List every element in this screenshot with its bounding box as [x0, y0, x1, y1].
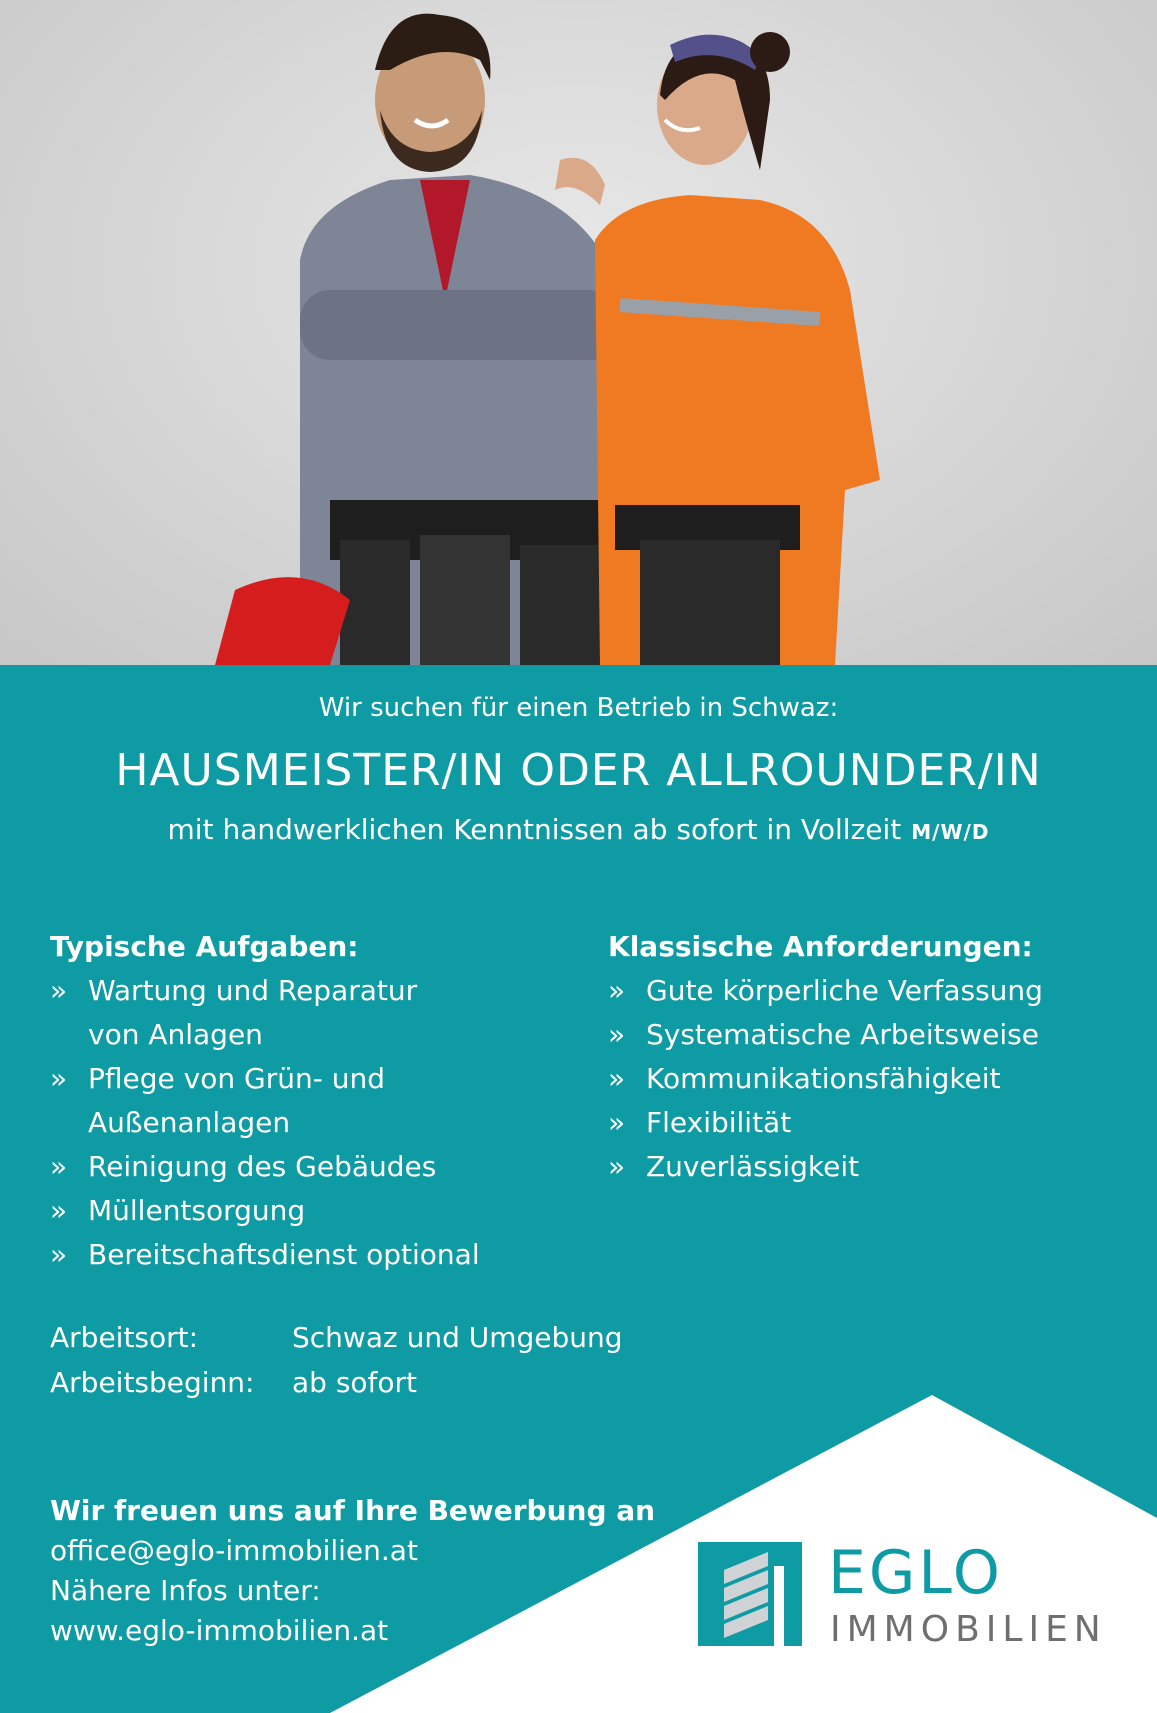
- bullet-icon: »: [608, 974, 626, 1007]
- logo-word-immobilien: IMMOBILIEN: [830, 1609, 1107, 1650]
- bullet-icon: »: [50, 974, 68, 1007]
- woman-figure: [555, 32, 880, 665]
- requirement-text: Systematische Arbeitsweise: [646, 1018, 1039, 1051]
- task-text: Pflege von Grün- und: [88, 1062, 385, 1095]
- application-cta: Wir freuen uns auf Ihre Bewerbung an: [50, 1494, 656, 1527]
- job-title: HAUSMEISTER/IN ODER ALLROUNDER/IN: [115, 745, 1042, 796]
- building-logo-icon: [698, 1540, 808, 1650]
- eglo-logo: [698, 1540, 1138, 1670]
- bullet-icon: »: [608, 1018, 626, 1051]
- man-figure: [215, 14, 620, 665]
- bullet-icon: »: [608, 1106, 626, 1139]
- website-link[interactable]: www.eglo-immobilien.at: [50, 1614, 389, 1647]
- fact-value: ab sofort: [292, 1366, 418, 1399]
- requirement-text: Kommunikationsfähigkeit: [646, 1062, 1001, 1095]
- bullet-icon: »: [50, 1062, 68, 1095]
- bullet-icon: »: [50, 1194, 68, 1227]
- task-text: Müllentsorgung: [88, 1194, 306, 1227]
- subtitle-text: mit handwerklichen Kenntnissen ab sofort in Vollzeit: [167, 813, 902, 846]
- task-text: Wartung und Reparatur: [88, 974, 418, 1007]
- hero-photo: [0, 0, 1157, 665]
- requirement-text: Flexibilität: [646, 1106, 792, 1139]
- fact-label: Arbeitsbeginn:: [50, 1366, 255, 1399]
- bullet-icon: »: [50, 1238, 68, 1271]
- bullet-icon: »: [608, 1062, 626, 1095]
- tasks-title: Typische Aufgaben:: [50, 930, 359, 963]
- task-text: von Anlagen: [88, 1018, 263, 1051]
- logo-word-eglo: EGLO: [828, 1538, 1003, 1608]
- bullet-icon: »: [50, 1150, 68, 1183]
- fact-value: Schwaz und Umgebung: [292, 1321, 623, 1354]
- workers-illustration: [0, 0, 1157, 665]
- intro-text: Wir suchen für einen Betrieb in Schwaz:: [318, 693, 839, 723]
- requirement-text: Zuverlässigkeit: [646, 1150, 860, 1183]
- content-area: [0, 665, 1157, 1713]
- gender-tag: M/W/D: [911, 820, 990, 844]
- fact-label: Arbeitsort:: [50, 1321, 199, 1354]
- more-info-label: Nähere Infos unter:: [50, 1574, 321, 1607]
- requirements-title: Klassische Anforderungen:: [608, 930, 1033, 963]
- task-text: Außenanlagen: [88, 1106, 291, 1139]
- email-link[interactable]: office@eglo-immobilien.at: [50, 1534, 418, 1567]
- task-text: Bereitschaftsdienst optional: [88, 1238, 480, 1271]
- requirement-text: Gute körperliche Verfassung: [646, 974, 1043, 1007]
- task-text: Reinigung des Gebäudes: [88, 1150, 437, 1183]
- contact-block: [50, 1491, 655, 1651]
- bullet-icon: »: [608, 1150, 626, 1183]
